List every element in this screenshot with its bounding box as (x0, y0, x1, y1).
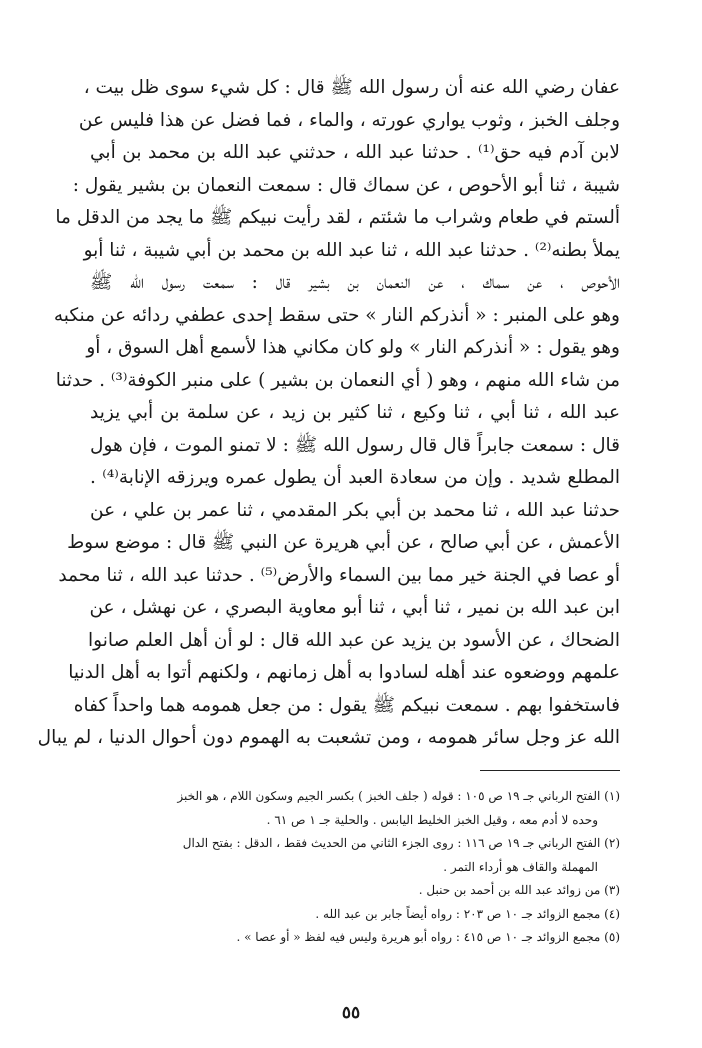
text-line: علمهم ووضعوه عند أهله لسادوا به أهل زمانهم ، ولكنهم أتوا به أهل الدنيا (68, 662, 620, 683)
footnote-separator (480, 770, 620, 771)
footnote-line: وحده لا أدم معه ، وقيل الخبز الخليط اليابس . والحلية جـ ١ ص ٦١ . (266, 812, 598, 827)
footnotes (95, 785, 620, 950)
text-line: فاستخفوا بهم . سمعت نبيكم ﷺ يقول : من جعل همومه هما واحداً كفاه (73, 694, 620, 716)
footnote-line: (٤) مجمع الزوائد جـ ١٠ ص ٢٠٣ : رواه أيضاً جابر بن عبد الله . (315, 906, 620, 921)
text-line: الله عز وجل سائر همومه ، ومن تشعبت به الهموم دون أحوال الدنيا ، لم يبال (37, 727, 620, 748)
text-line: ألستم في طعام وشراب ما شئتم ، لقد رأيت نبيكم ﷺ ما يجد من الدقل ما (55, 207, 620, 228)
text-line: حدثنا عبد الله ، ثنا محمد بن أبي بكر المقدمي ، ثنا عمر بن علي ، عن (90, 499, 620, 521)
footnote-line: (١) الفتح الرباني جـ ١٩ ص ١٠٥ : قوله ( جلف الخبز ) بكسر الجيم وسكون اللام ، هو الخبز (177, 789, 620, 803)
text-line: عفان رضي الله عنه أن رسول الله ﷺ قال : كل شيء سوى ظل بيت ، (83, 77, 620, 98)
footnote-line: (٢) الفتح الرباني جـ ١٩ ص ١١٦ : روى الجزء الثاني من الحديث فقط ، الدقل : بفتح الدال (182, 836, 620, 850)
page-number: ٥٥ (341, 1003, 361, 1023)
text-line: ابن عبد الله بن نمير ، ثنا أبي ، ثنا أبو معاوية البصري ، عن نهشل ، عن (89, 597, 620, 618)
footnote-line: (٥) مجمع الزوائد جـ ١٠ ص ٤١٥ : رواه أبو هريرة وليس فيه لفظ « أو عصا » . (236, 930, 620, 944)
text-line: وهو على المنبر : « أنذركم النار » حتى سقط إحدى عطفي ردائه عن منكبه (53, 304, 620, 326)
text-line: الأحوص ، عن سماك ، عن النعمان بن بشير قال : سمعت رسول الله ﷺ (90, 272, 620, 293)
main-text (37, 72, 620, 755)
footnote-line: المهملة والقاف هو أرداء التمر . (443, 859, 598, 874)
text-line: المطلع شديد . وإن من سعادة العبد أن يطول عمره ويرزقه الإنابة⁽⁴⁾ . (90, 467, 620, 488)
text-line: من شاء الله منهم ، وهو ( أي النعمان بن بشير ) على منبر الكوفة⁽³⁾ . حدثنا (55, 369, 620, 391)
text-line: وجلف الخبز ، وثوب يواري عورته ، والماء ، فما فضل عن هذا فليس عن (78, 109, 620, 131)
text-line: عبد الله ، ثنا أبي ، ثنا وكيع ، ثنا كثير بن زيد ، عن سلمة بن أبي يزيد (90, 402, 620, 423)
text-line: الضحاك ، عن الأسود بن يزيد عن عبد الله قال : لو أن أهل العلم صانوا (88, 629, 620, 651)
text-line: أو عصا في الجنة خير مما بين السماء والأرض⁽⁵⁾ . حدثنا عبد الله ، ثنا محمد (58, 564, 620, 586)
text-line: لابن آدم فيه حق⁽¹⁾ . حدثنا عبد الله ، حدثني عبد الله بن محمد بن أبي (90, 142, 620, 163)
footnote-line: (٣) من زوائد عبد الله بن أحمد بن حنبل . (418, 883, 620, 897)
text-line: وهو يقول : « أنذركم النار » ولو كان مكاني هذا لأسمع أهل السوق ، أو (86, 337, 620, 358)
text-line: شيبة ، ثنا أبو الأحوص ، عن سماك قال : سمعت النعمان بن بشير يقول : (72, 174, 620, 196)
text-line: قال : سمعت جابراً قال قال رسول الله ﷺ : لا تمنو الموت ، فإن هول (90, 434, 620, 456)
text-line: يملأ بطنه⁽²⁾ . حدثنا عبد الله ، ثنا عبد الله بن محمد بن أبي شيبة ، ثنا أبو (83, 239, 620, 261)
text-line: الأعمش ، عن أبي صالح ، عن أبي هريرة عن النبي ﷺ قال : موضع سوط (67, 532, 620, 553)
